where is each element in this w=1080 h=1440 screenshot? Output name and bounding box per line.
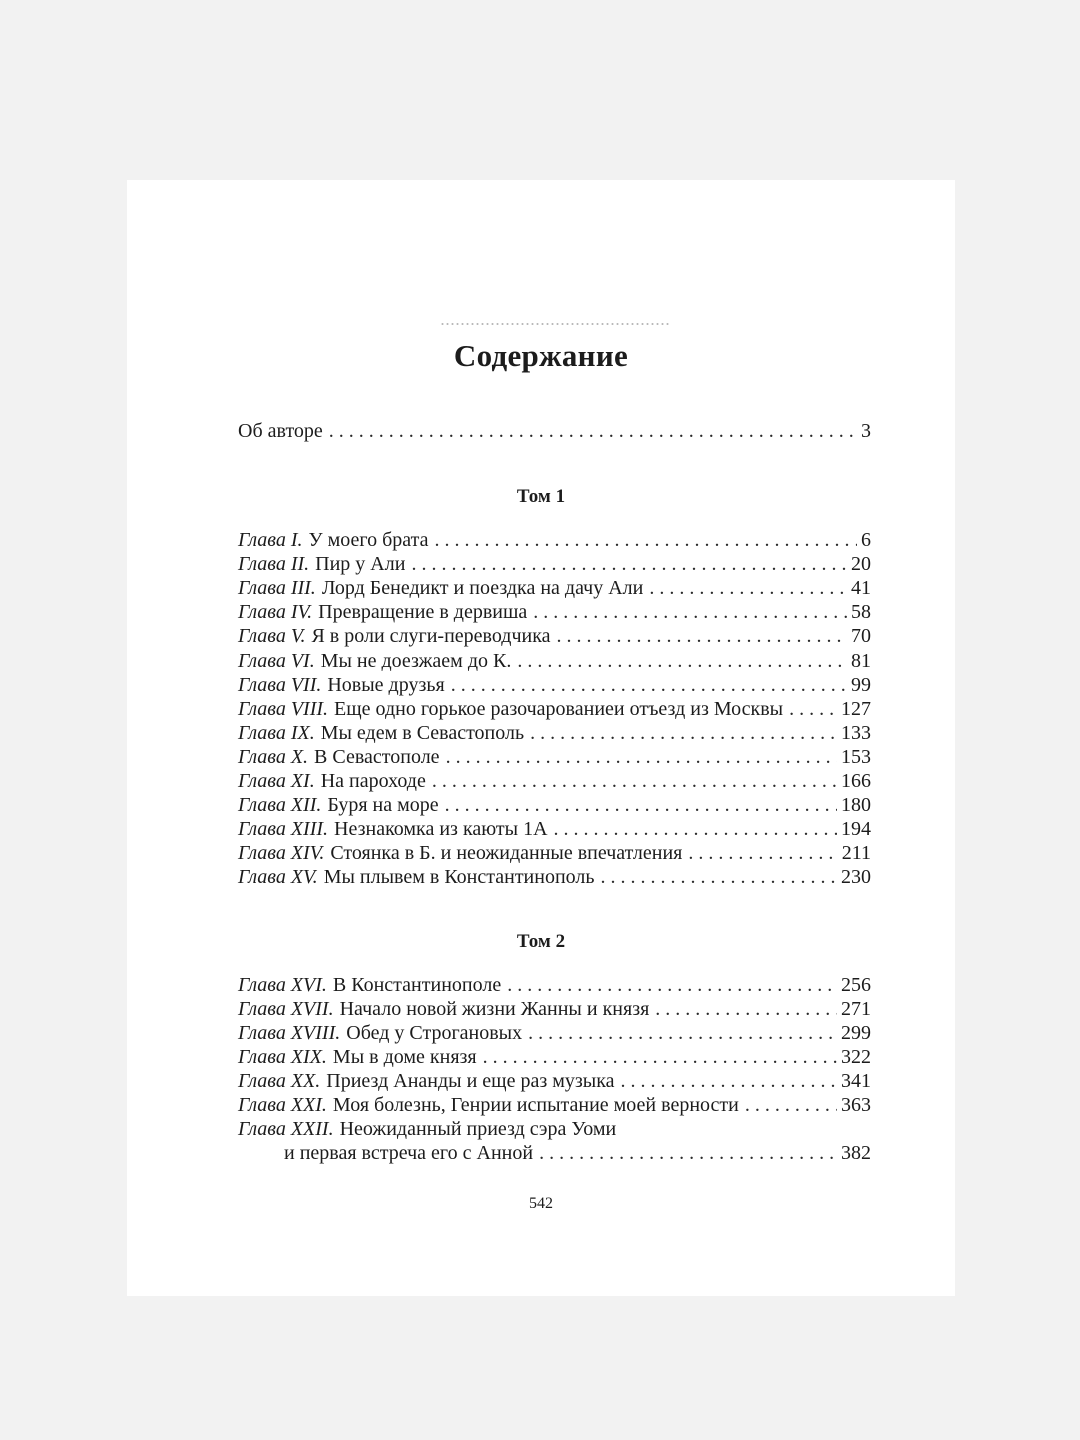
chapter-number: Глава VIII. <box>238 697 329 720</box>
entry-page: 180 <box>841 794 871 817</box>
chapter-number: Глава IX. <box>238 721 315 744</box>
leader-dots <box>557 625 847 648</box>
toc-entry <box>238 998 871 1022</box>
entry-text: Я в роли слуги-переводчика <box>311 625 551 648</box>
entry-text: Новые друзья <box>327 673 445 696</box>
toc-entry <box>238 842 871 866</box>
toc-entry <box>238 866 871 890</box>
toc-entry <box>238 674 871 698</box>
entry-text: Приезд Ананды и еще раз музыка <box>326 1070 615 1092</box>
leader-dots <box>688 842 837 865</box>
entry-text: Лорд Бенедикт и поездка на дачу Али <box>321 577 644 600</box>
toc-entry <box>238 529 871 553</box>
dotted-ornament <box>440 322 670 326</box>
leader-dots <box>329 420 857 443</box>
entry-text: В Севастополе <box>314 745 440 768</box>
volume-heading-1: Том 1 <box>516 486 566 507</box>
entry-text: Незнакомка из каюты 1А <box>334 818 548 841</box>
page-number: 542 <box>529 1195 553 1212</box>
toc-entry <box>238 577 871 601</box>
chapter-number: Глава X. <box>238 745 309 768</box>
entry-text: Пир у Али <box>315 553 406 576</box>
chapter-number: Глава XIX. <box>238 1046 327 1068</box>
leader-dots <box>554 818 837 841</box>
entry-text: Об авторе <box>238 420 323 442</box>
entry-page: 299 <box>841 1022 871 1044</box>
entry-text: Буря на море <box>327 794 439 817</box>
chapter-number: Глава XXII. <box>238 1118 334 1140</box>
entry-page: 6 <box>861 529 871 551</box>
chapter-number: Глава XIII. <box>238 818 329 841</box>
leader-dots <box>446 746 837 769</box>
leader-dots <box>745 1094 837 1117</box>
leader-dots <box>530 722 837 745</box>
toc-entry <box>238 1118 871 1142</box>
entry-page: 70 <box>851 625 871 648</box>
entry-text: На пароходе <box>320 770 426 792</box>
book-page <box>127 180 955 1296</box>
toc-entry <box>238 650 871 674</box>
page-title: Содержание <box>453 338 629 373</box>
chapter-number: Глава II. <box>238 553 310 576</box>
entry-page: 41 <box>851 577 871 600</box>
toc-entry <box>238 722 871 746</box>
leader-dots <box>649 577 847 600</box>
leader-dots <box>483 1046 837 1069</box>
entry-page: 3 <box>861 420 871 442</box>
toc-entry <box>238 818 871 842</box>
entry-text: Моя болезнь, Генрии испытание моей верности <box>332 1094 739 1116</box>
leader-dots <box>435 529 857 552</box>
chapter-number: Глава XXI. <box>238 1094 327 1116</box>
entry-page: 20 <box>851 553 871 576</box>
toc-entry <box>238 625 871 649</box>
chapter-number: Глава XII. <box>238 794 322 817</box>
entry-page: 194 <box>841 818 871 841</box>
entry-page: 211 <box>841 842 871 865</box>
toc-entry <box>238 1070 871 1094</box>
entry-text: Обед у Строгановых <box>346 1022 523 1044</box>
entry-text: В Константинополе <box>332 974 502 996</box>
chapter-number: Глава VI. <box>238 649 315 672</box>
entry-page: 256 <box>841 974 871 996</box>
leader-dots <box>445 794 837 817</box>
chapter-number: Глава V. <box>238 625 306 648</box>
chapter-number: Глава IV. <box>238 601 313 624</box>
chapter-number: Глава III. <box>238 577 316 600</box>
entry-page: 99 <box>851 673 871 696</box>
entry-page: 271 <box>841 998 871 1020</box>
entry-text: Мы не доезжаем до К. <box>320 649 512 672</box>
leader-dots <box>517 650 847 673</box>
entry-text-continuation: и первая встреча его с Анной <box>284 1142 534 1164</box>
entry-page: 230 <box>841 866 871 889</box>
chapter-number: Глава XVII. <box>238 998 334 1020</box>
entry-page: 382 <box>841 1142 871 1164</box>
chapter-number: Глава XI. <box>238 770 315 792</box>
entry-text: Мы плывем в Константинополь <box>323 866 595 889</box>
toc-entry-about <box>238 420 871 444</box>
leader-dots <box>451 674 847 697</box>
toc-entry <box>238 974 871 998</box>
entry-page: 363 <box>841 1094 871 1116</box>
toc-entry <box>238 553 871 577</box>
toc-entry <box>238 746 871 770</box>
leader-dots <box>655 998 837 1021</box>
entry-text: Неожиданный приезд сэра Уоми <box>339 1118 617 1140</box>
leader-dots <box>533 601 847 624</box>
leader-dots <box>432 770 837 793</box>
entry-text: Мы в доме князя <box>332 1046 477 1068</box>
chapter-number: Глава XVI. <box>238 974 327 996</box>
entry-text: Начало новой жизни Жанны и князя <box>339 998 650 1020</box>
toc-entry <box>238 770 871 794</box>
toc-entry <box>238 698 871 722</box>
leader-dots <box>528 1022 837 1045</box>
leader-dots <box>507 974 837 997</box>
entry-page: 127 <box>841 697 871 720</box>
entry-page: 166 <box>841 770 871 792</box>
entry-text: Стоянка в Б. и неожиданные впечатления <box>330 842 683 865</box>
entry-text: Превращение в дервиша <box>318 601 528 624</box>
entry-page: 322 <box>841 1046 871 1068</box>
entry-page: 58 <box>851 601 871 624</box>
toc-entry <box>238 1022 871 1046</box>
toc-entry <box>238 1094 871 1118</box>
entry-page: 81 <box>851 649 871 672</box>
chapter-number: Глава XVIII. <box>238 1022 341 1044</box>
chapter-number: Глава VII. <box>238 673 322 696</box>
entry-text: У моего брата <box>308 529 429 551</box>
leader-dots <box>601 866 837 889</box>
chapter-number: Глава XV. <box>238 866 318 889</box>
leader-dots <box>411 553 847 576</box>
toc-entry <box>238 1046 871 1070</box>
entry-text: Еще одно горькое разочарованиеи отъезд из Москвы <box>334 697 784 720</box>
chapter-number: Глава XX. <box>238 1070 321 1092</box>
leader-dots <box>539 1142 837 1165</box>
entry-page: 133 <box>841 721 871 744</box>
chapter-number: Глава XIV. <box>238 842 325 865</box>
toc-entry-continuation <box>284 1142 871 1166</box>
toc-entry <box>238 794 871 818</box>
entry-page: 341 <box>841 1070 871 1092</box>
entry-page: 153 <box>841 745 871 768</box>
entry-text: Мы едем в Севастополь <box>320 721 525 744</box>
chapter-number: Глава I. <box>238 529 303 551</box>
volume-heading-2: Том 2 <box>516 931 566 952</box>
leader-dots <box>789 698 837 721</box>
leader-dots <box>621 1070 837 1093</box>
toc-entry <box>238 601 871 625</box>
